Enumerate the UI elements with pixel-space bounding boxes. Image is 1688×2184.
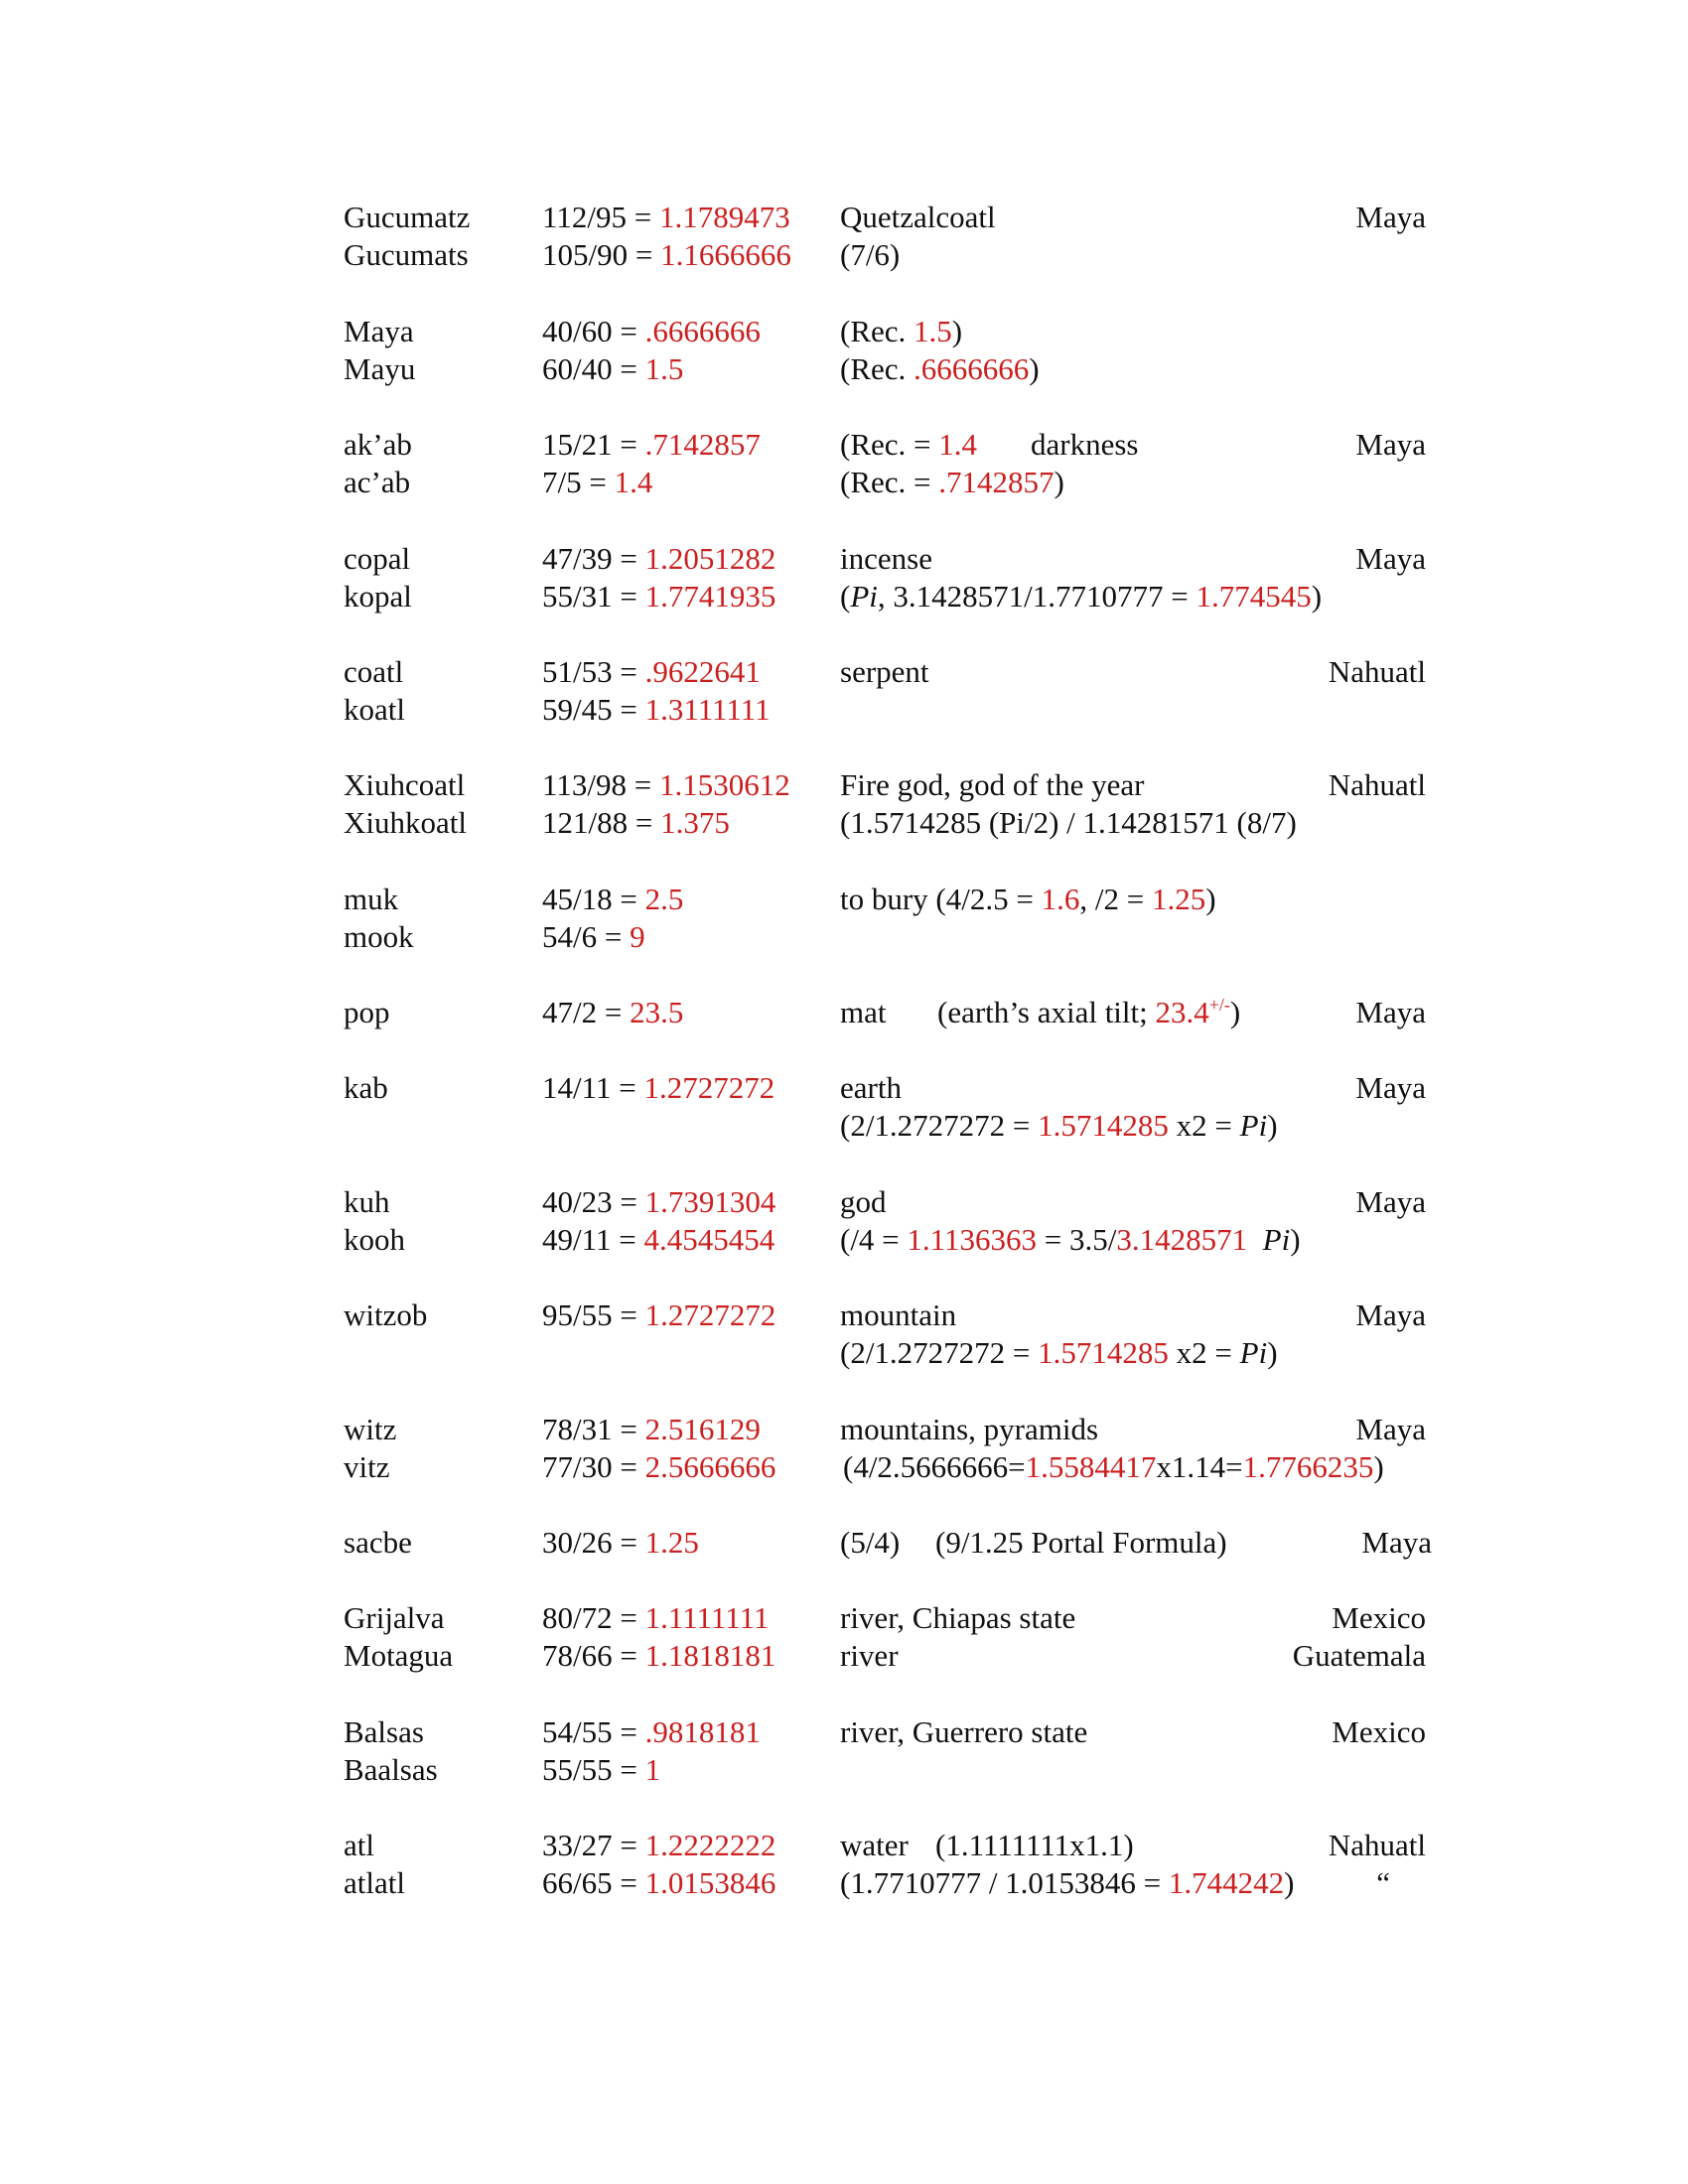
ratio: 7/5 = 1.4: [542, 465, 653, 499]
ratio-value: 1: [644, 1752, 661, 1787]
ratio: 78/66 = 1.1818181: [542, 1638, 776, 1673]
meaning: mat: [840, 995, 887, 1029]
word: Xiuhkoatl: [344, 805, 467, 840]
meaning: (1.7710777 / 1.0153846 = 1.744242): [840, 1865, 1295, 1900]
ratio: 45/18 = 2.5: [542, 882, 684, 916]
ratio-value: 1.2222222: [644, 1828, 776, 1862]
word: Baalsas: [344, 1752, 438, 1787]
ratio: 47/2 = 23.5: [542, 995, 684, 1029]
ratio-value: 1.375: [660, 805, 730, 840]
ratio-value: 1.1530612: [658, 767, 790, 802]
ratio-value: .9818181: [644, 1714, 761, 1749]
ratio-value: 2.5: [644, 882, 684, 916]
ratio-value: 23.5: [630, 995, 684, 1029]
ratio-value: 1.1789473: [658, 200, 790, 234]
word: koatl: [344, 692, 405, 727]
language: Nahuatl: [1328, 654, 1426, 689]
entry-line: [0, 1863, 1688, 1903]
meaning: mountains, pyramids: [840, 1412, 1099, 1446]
entry-line: [0, 235, 1688, 275]
ditto-mark: “: [1376, 1865, 1390, 1900]
entry-line: [0, 539, 1688, 579]
ratio: 105/90 = 1.1666666: [542, 237, 791, 272]
entry-line: [0, 312, 1688, 351]
word: atl: [344, 1828, 374, 1862]
language: Maya: [1355, 1297, 1426, 1332]
word: mook: [344, 919, 414, 954]
language: Maya: [1355, 200, 1426, 234]
ratio-value: 1.0153846: [644, 1865, 776, 1900]
word: kooh: [344, 1222, 405, 1257]
entry-line: [0, 765, 1688, 805]
entry-line: [0, 349, 1688, 389]
entry-line: [0, 917, 1688, 957]
ratio: 54/6 = 9: [542, 919, 645, 954]
ratio-value: 1.4: [614, 465, 653, 499]
meaning: water: [840, 1828, 909, 1862]
entry-line: [0, 652, 1688, 692]
language: Maya: [1355, 541, 1426, 576]
meaning: (/4 = 1.1136363 = 3.5/3.1428571 Pi): [840, 1222, 1301, 1257]
ratio-value: 1.3111111: [644, 692, 771, 727]
meaning: incense: [840, 541, 932, 576]
word: witz: [344, 1412, 397, 1446]
meaning: to bury (4/2.5 = 1.6, /2 = 1.25): [840, 882, 1216, 916]
entry-line: [0, 1068, 1688, 1108]
ratio-value: 1.5: [644, 351, 684, 386]
language: Nahuatl: [1328, 767, 1426, 802]
entry-line: [0, 1182, 1688, 1222]
ratio: 40/60 = .6666666: [542, 314, 761, 348]
language: Mexico: [1332, 1600, 1426, 1635]
ratio: 80/72 = 1.1111111: [542, 1600, 770, 1635]
ratio-value: 1.2051282: [644, 541, 776, 576]
ratio-value: .7142857: [644, 427, 761, 462]
word: muk: [344, 882, 399, 916]
meaning-note: (earth’s axial tilt; 23.4+/-): [937, 995, 1241, 1029]
word: ac’ab: [344, 465, 411, 499]
entry-line: [0, 993, 1688, 1032]
meaning: serpent: [840, 654, 929, 689]
ratio: 47/39 = 1.2051282: [542, 541, 776, 576]
word: Gucumatz: [344, 200, 471, 234]
entry-line: [0, 1447, 1688, 1487]
word: Gucumats: [344, 237, 469, 272]
ratio-value: 1.25: [644, 1525, 699, 1560]
ratio-value: 1.2727272: [644, 1297, 776, 1332]
language: Nahuatl: [1328, 1828, 1426, 1862]
ratio: 15/21 = .7142857: [542, 427, 761, 462]
ratio-value: 1.1666666: [660, 237, 791, 272]
meaning: Quetzalcoatl: [840, 200, 996, 234]
word: Balsas: [344, 1714, 424, 1749]
entry-line: [0, 690, 1688, 730]
entry-line: [0, 1333, 1688, 1373]
word: pop: [344, 995, 390, 1029]
ratio-value: 1.7391304: [644, 1184, 776, 1219]
meaning: river: [840, 1638, 899, 1673]
ratio: 59/45 = 1.3111111: [542, 692, 771, 727]
meaning: (Rec. = .7142857): [840, 465, 1064, 499]
word: ak’ab: [344, 427, 412, 462]
meaning: (2/1.2727272 = 1.5714285 x2 = Pi): [840, 1108, 1278, 1143]
meaning-word: darkness: [1031, 427, 1139, 462]
entry-line: [0, 1750, 1688, 1790]
meaning: (Rec. 1.5): [840, 314, 963, 348]
entry-line: [0, 463, 1688, 502]
meaning: (4/2.5666666=1.5584417x1.14=1.7766235): [843, 1449, 1384, 1484]
language: Mexico: [1332, 1714, 1426, 1749]
word: kuh: [344, 1184, 390, 1219]
entry-line: [0, 880, 1688, 919]
ratio: 30/26 = 1.25: [542, 1525, 699, 1560]
word: Motagua: [344, 1638, 454, 1673]
ratio-value: 1.1111111: [644, 1600, 770, 1635]
meaning: (2/1.2727272 = 1.5714285 x2 = Pi): [840, 1335, 1278, 1370]
ratio-value: 1.1818181: [644, 1638, 776, 1673]
language: Maya: [1355, 995, 1426, 1029]
meaning: river, Guerrero state: [840, 1714, 1088, 1749]
ratio: 14/11 = 1.2727272: [542, 1070, 775, 1105]
word: kab: [344, 1070, 388, 1105]
word: copal: [344, 541, 411, 576]
word: Mayu: [344, 351, 416, 386]
entry-line: [0, 577, 1688, 616]
language: Maya: [1355, 1184, 1426, 1219]
meaning: (Rec. .6666666): [840, 351, 1040, 386]
word: Grijalva: [344, 1600, 445, 1635]
entry-line: [0, 1523, 1688, 1563]
ratio: 95/55 = 1.2727272: [542, 1297, 776, 1332]
language: Guatemala: [1292, 1638, 1426, 1673]
meaning: (Pi, 3.1428571/1.7710777 = 1.774545): [840, 579, 1323, 614]
ratio: 55/55 = 1: [542, 1752, 661, 1787]
meaning: (1.5714285 (Pi/2) / 1.14281571 (8/7): [840, 805, 1297, 840]
ratio-value: .6666666: [644, 314, 761, 348]
ratio: 60/40 = 1.5: [542, 351, 684, 386]
entry-line: [0, 1410, 1688, 1449]
meaning: (7/6): [840, 237, 901, 272]
ratio: 40/23 = 1.7391304: [542, 1184, 776, 1219]
ratio: 51/53 = .9622641: [542, 654, 761, 689]
ratio: 78/31 = 2.516129: [542, 1412, 761, 1446]
word: Xiuhcoatl: [344, 767, 466, 802]
meaning-note: (1.1111111x1.1): [935, 1828, 1134, 1862]
meaning: mountain: [840, 1297, 957, 1332]
meaning-note: (9/1.25 Portal Formula): [935, 1525, 1227, 1560]
language: Maya: [1355, 1070, 1426, 1105]
entry-line: [0, 1296, 1688, 1335]
meaning: god: [840, 1184, 887, 1219]
meaning: river, Chiapas state: [840, 1600, 1076, 1635]
word: coatl: [344, 654, 404, 689]
ratio: 112/95 = 1.1789473: [542, 200, 790, 234]
entry-line: [0, 1220, 1688, 1260]
ratio-value: 2.516129: [644, 1412, 761, 1446]
ratio: 66/65 = 1.0153846: [542, 1865, 776, 1900]
ratio-value: 1.7741935: [644, 579, 776, 614]
entry-line: [0, 1826, 1688, 1865]
language: Maya: [1361, 1525, 1432, 1560]
ratio: 77/30 = 2.5666666: [542, 1449, 776, 1484]
ratio-value: 2.5666666: [644, 1449, 776, 1484]
ratio: 55/31 = 1.7741935: [542, 579, 776, 614]
ratio-value: 1.2727272: [643, 1070, 775, 1105]
ratio: 54/55 = .9818181: [542, 1714, 761, 1749]
language: Maya: [1355, 427, 1426, 462]
word: sacbe: [344, 1525, 412, 1560]
entry-line: [0, 198, 1688, 237]
entry-line: [0, 425, 1688, 465]
ratio: 49/11 = 4.4545454: [542, 1222, 775, 1257]
ratio-value: 4.4545454: [643, 1222, 775, 1257]
word: Maya: [344, 314, 414, 348]
entry-line: [0, 803, 1688, 843]
meaning: Fire god, god of the year: [840, 767, 1145, 802]
entry-line: [0, 1106, 1688, 1146]
meaning: (Rec. = 1.4: [840, 427, 978, 462]
meaning: earth: [840, 1070, 902, 1105]
entry-line: [0, 1636, 1688, 1676]
ratio: 33/27 = 1.2222222: [542, 1828, 776, 1862]
word: atlatl: [344, 1865, 405, 1900]
meaning: (5/4): [840, 1525, 901, 1560]
ratio: 113/98 = 1.1530612: [542, 767, 790, 802]
ratio-value: .9622641: [644, 654, 761, 689]
word: kopal: [344, 579, 412, 614]
word: vitz: [344, 1449, 390, 1484]
entry-line: [0, 1712, 1688, 1752]
ratio: 121/88 = 1.375: [542, 805, 730, 840]
entry-line: [0, 1598, 1688, 1638]
language: Maya: [1355, 1412, 1426, 1446]
word: witzob: [344, 1297, 428, 1332]
ratio-value: 9: [630, 919, 645, 954]
